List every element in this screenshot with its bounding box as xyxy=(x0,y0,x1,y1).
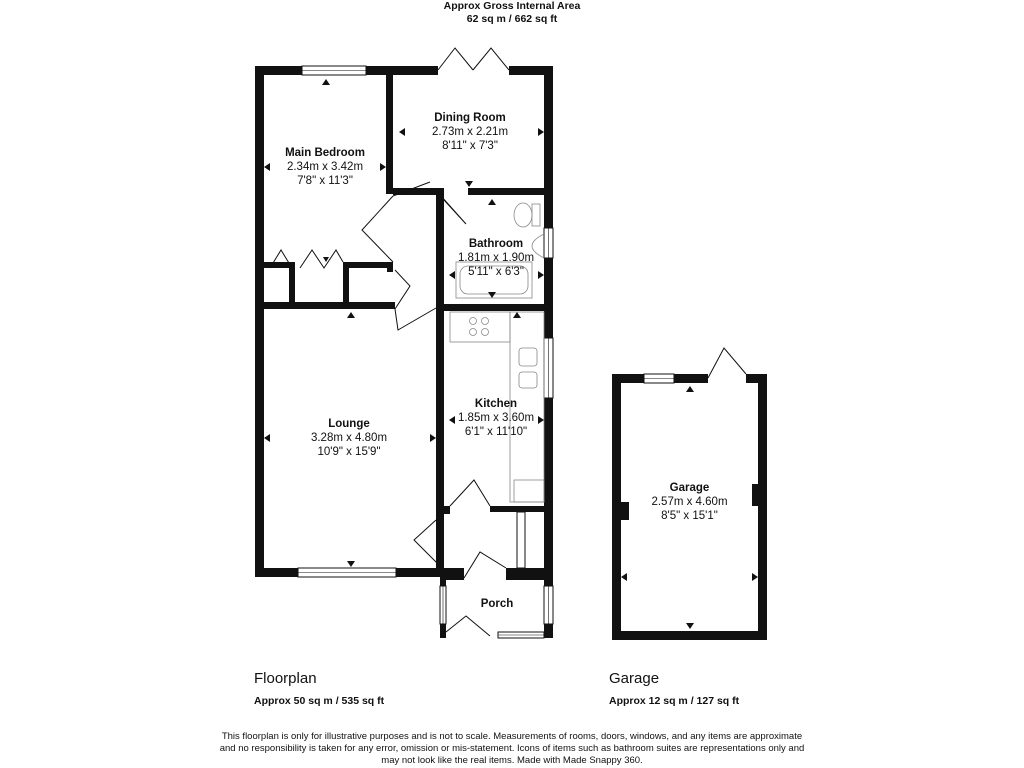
room-metric: 2.34m x 3.42m xyxy=(286,161,364,173)
disclaimer-line: may not look like the real items. Made with Made Snappy 360. xyxy=(381,755,643,766)
room-imperial: 7'8" x 11'3" xyxy=(297,175,353,187)
room-metric: 2.73m x 2.21m xyxy=(431,126,509,138)
garage-section-area: Approx 12 sq m / 127 sq ft xyxy=(609,695,740,707)
room-lounge xyxy=(262,417,436,459)
room-metric: 1.81m x 1.90m xyxy=(457,252,535,264)
room-porch xyxy=(450,597,544,611)
room-imperial: 10'9" x 15'9" xyxy=(317,446,381,458)
room-name: Kitchen xyxy=(474,398,518,410)
room-garage xyxy=(621,481,758,523)
disclaimer-line: This floorplan is only for illustrative purposes and is not to scale. Measurements of rooms, doors, windows, and any items are approximate xyxy=(221,731,803,742)
disclaimer xyxy=(180,731,844,767)
disclaimer-line: and no responsibility is taken for any error, omission or mis-statement. Icons of items such as bathroom suites are representations only and xyxy=(219,743,805,754)
room-bathroom xyxy=(440,237,552,279)
room-imperial: 5'11" x 6'3" xyxy=(468,266,524,278)
room-dining-room xyxy=(396,111,544,153)
room-name: Porch xyxy=(480,598,514,610)
room-name: Bathroom xyxy=(468,238,524,250)
room-main-bedroom xyxy=(258,146,392,188)
room-name: Dining Room xyxy=(434,112,506,124)
room-imperial: 6'1" x 11'10" xyxy=(464,426,528,438)
floorplan-section-title: Floorplan xyxy=(254,670,317,687)
room-kitchen xyxy=(440,397,552,439)
room-imperial: 8'5" x 15'1" xyxy=(661,510,718,522)
room-imperial: 8'11" x 7'3" xyxy=(442,140,498,152)
garage-section-title: Garage xyxy=(609,670,660,687)
floorplan-section-area: Approx 50 sq m / 535 sq ft xyxy=(254,695,385,707)
room-metric: 2.57m x 4.60m xyxy=(651,496,728,508)
gross-area-value: 62 sq m / 662 sq ft xyxy=(466,13,558,25)
room-metric: 3.28m x 4.80m xyxy=(310,432,388,444)
room-metric: 1.85m x 3.60m xyxy=(457,412,535,424)
gross-area-title: Approx Gross Internal Area xyxy=(443,0,581,12)
room-name: Garage xyxy=(669,482,710,494)
room-name: Main Bedroom xyxy=(285,147,365,159)
room-name: Lounge xyxy=(328,418,370,430)
